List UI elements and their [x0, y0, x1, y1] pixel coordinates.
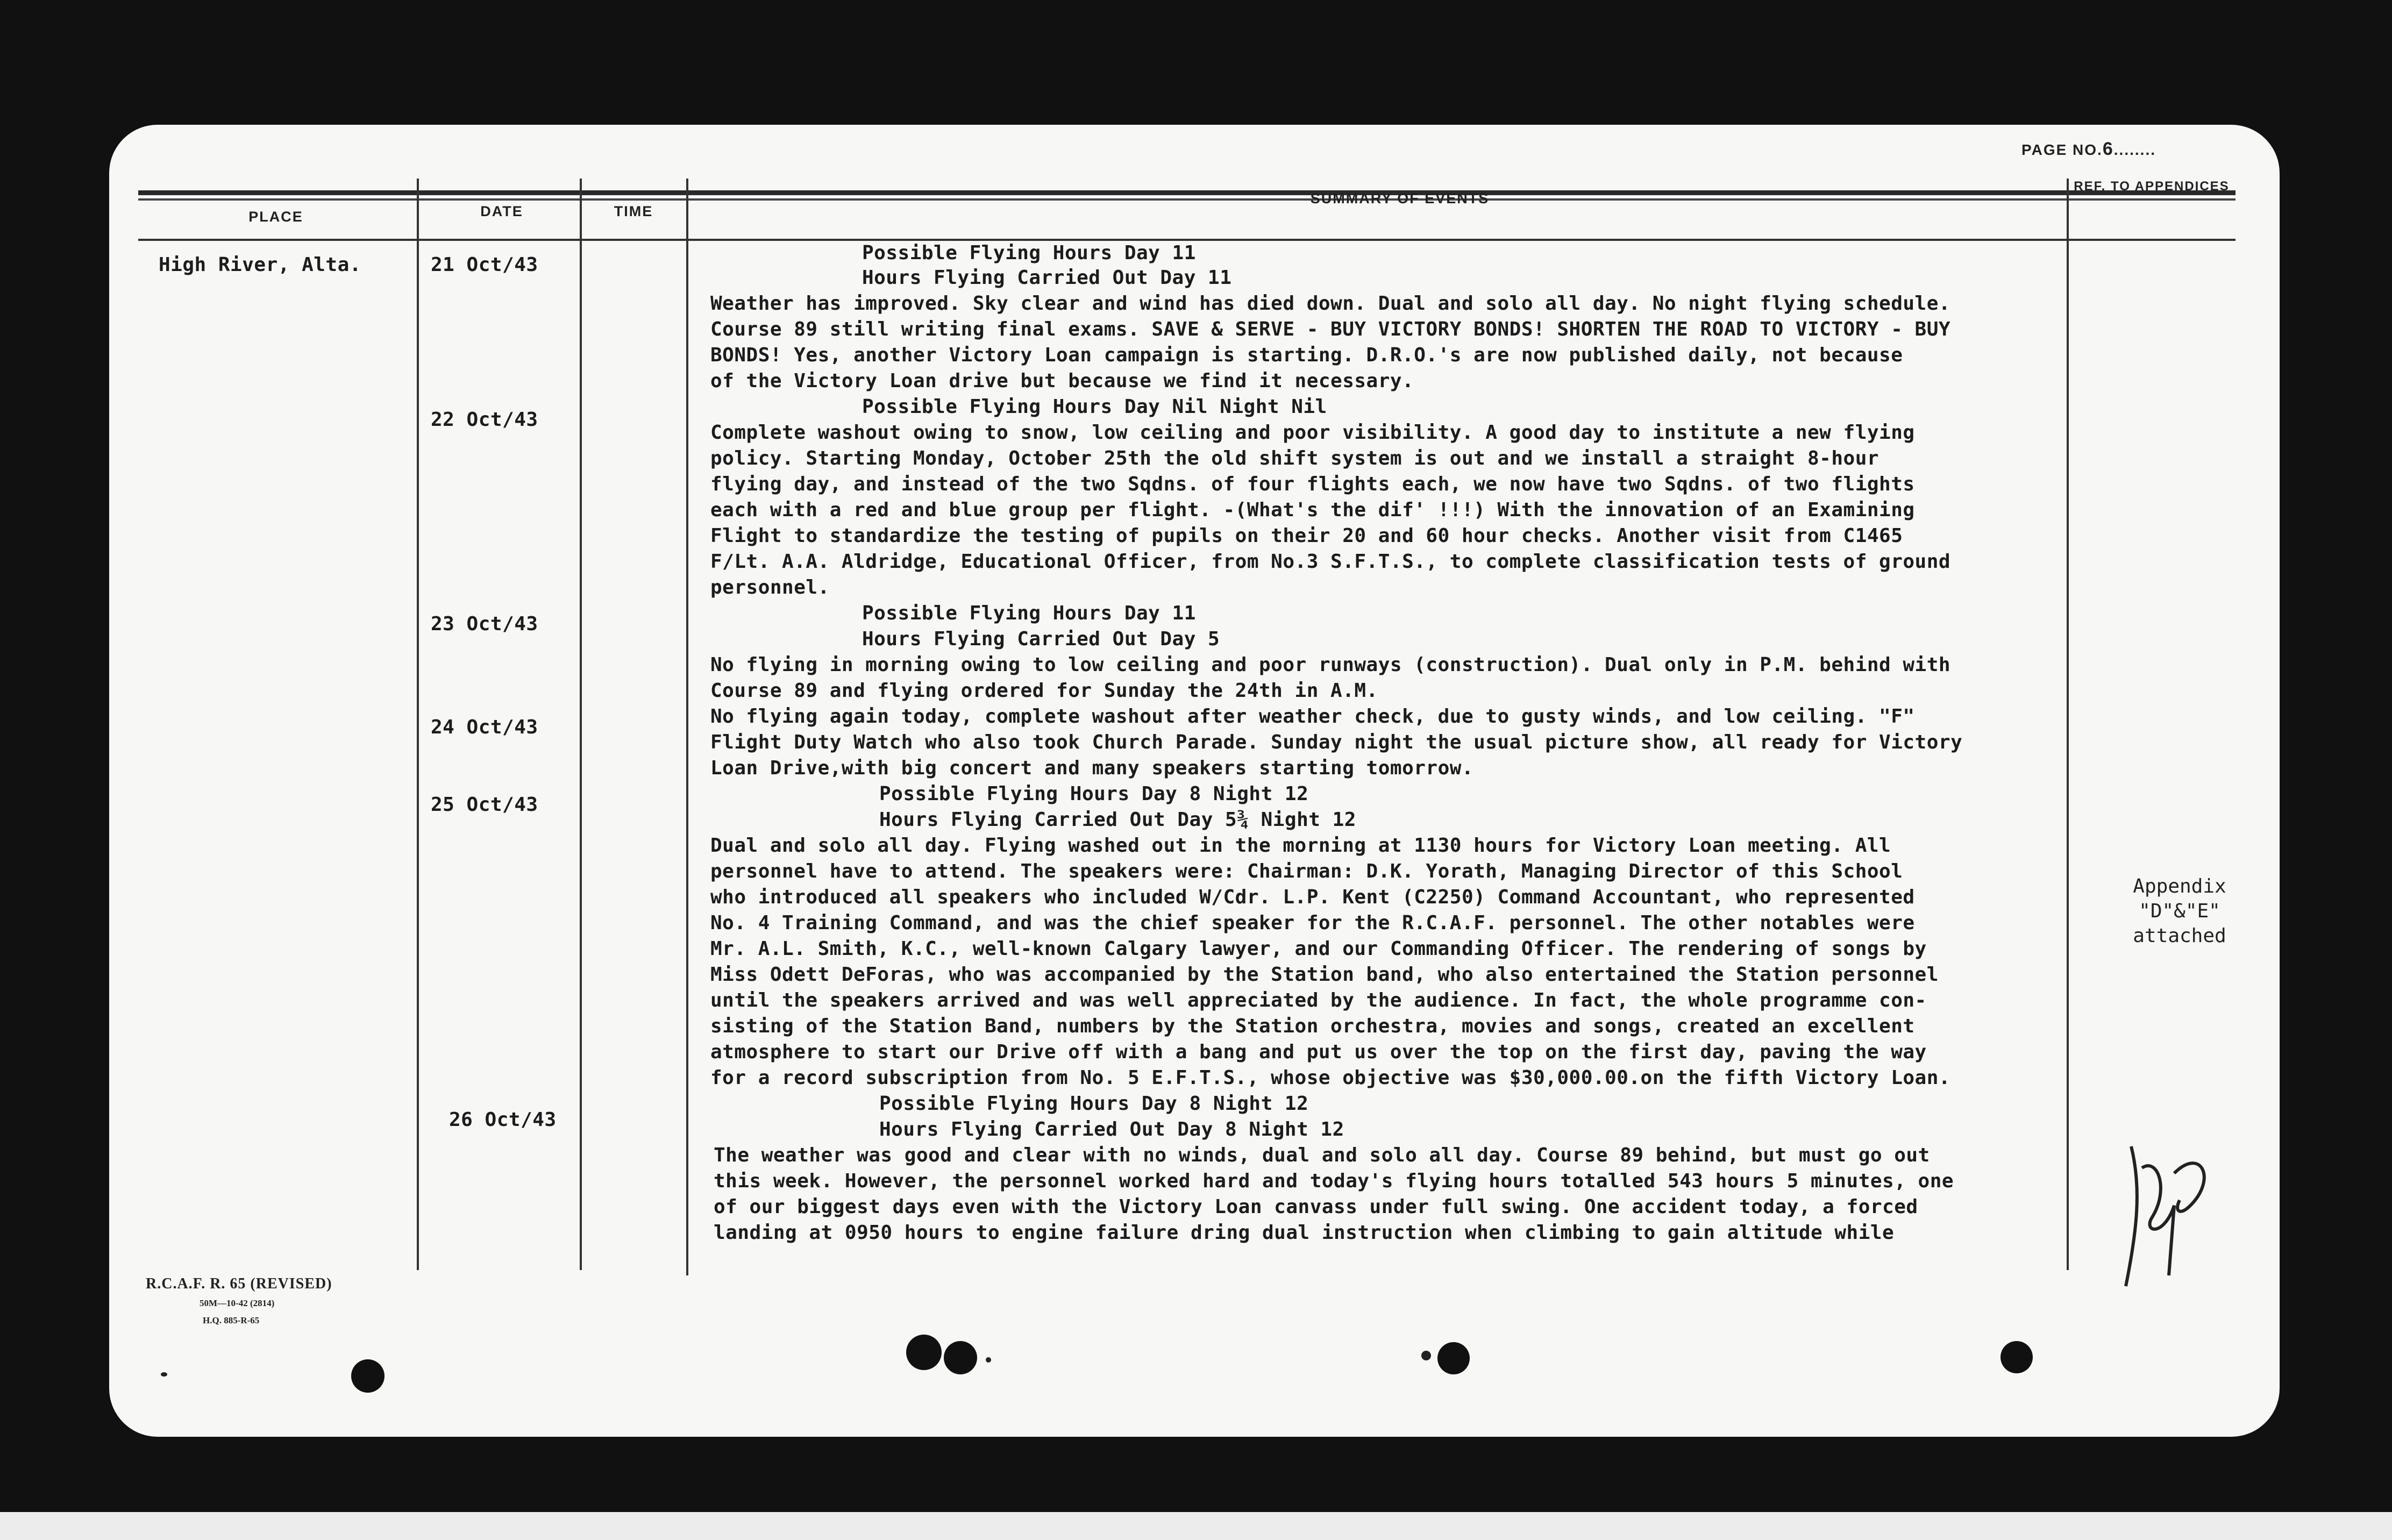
speck	[986, 1357, 991, 1363]
date-entry: 22 Oct/43	[431, 409, 538, 431]
place-entry: High River, Alta.	[159, 254, 361, 276]
header-place: PLACE	[248, 209, 303, 225]
summary-line: for a record subscription from No. 5 E.F.T.S., whose objective was $30,000.00.on the fifth Victory Loan.	[710, 1067, 1951, 1089]
form-reference	[146, 1275, 332, 1329]
summary-line: Complete washout owing to snow, low ceiling and poor visibility. A good day to institute a new flying	[710, 422, 1915, 444]
header-date: DATE	[480, 203, 523, 219]
date-entry: 21 Oct/43	[431, 254, 538, 276]
form-number: R.C.A.F. R. 65 (REVISED)	[146, 1275, 332, 1292]
summary-line: Mr. A.L. Smith, K.C., well-known Calgary lawyer, and our Commanding Officer. The rendering of songs by	[710, 938, 1927, 960]
summary-line: Flight Duty Watch who also took Church Parade. Sunday night the usual picture show, all ready for Victory	[710, 731, 1963, 753]
summary-line: each with a red and blue group per flight. -(What's the dif' !!!) With the innovation of an Examining	[710, 499, 1915, 521]
date-entry: 23 Oct/43	[431, 613, 538, 635]
summary-line: Course 89 and flying ordered for Sunday the 24th in A.M.	[710, 680, 1378, 702]
column-divider-date	[580, 179, 582, 1270]
summary-line: Loan Drive,with big concert and many speakers starting tomorrow.	[710, 757, 1474, 779]
page-number-value: 6	[2102, 139, 2114, 159]
page-number: PAGE NO.6........	[2021, 139, 2156, 159]
date-entry: 26 Oct/43	[449, 1109, 557, 1131]
appendix-note: Appendix	[2133, 875, 2226, 897]
summary-line: of our biggest days even with the Victory Loan canvass under full swing. One accident today, a forced	[714, 1196, 1918, 1218]
speck	[1421, 1351, 1431, 1360]
summary-line: personnel have to attend. The speakers were: Chairman: D.K. Yorath, Managing Director of this School	[710, 860, 1903, 882]
punch-hole	[1437, 1342, 1470, 1374]
page-number-label: PAGE NO.	[2021, 141, 2103, 158]
summary-line: Flight to standardize the testing of pupils on their 20 and 60 hour checks. Another visit from C1465	[710, 525, 1903, 547]
header-time: TIME	[614, 203, 653, 219]
summary-line: this week. However, the personnel worked hard and today's flying hours totalled 543 hours 5 minutes, one	[714, 1170, 1954, 1192]
date-entry: 25 Oct/43	[431, 794, 538, 816]
summary-line: BONDS! Yes, another Victory Loan campaign is starting. D.R.O.'s are now published daily, not because	[710, 344, 1903, 366]
summary-line: Dual and solo all day. Flying washed out in the morning at 1130 hours for Victory Loan meeting. All	[710, 835, 1891, 857]
flying-hours-line: Possible Flying Hours Day 8 Night 12	[879, 783, 1309, 805]
flying-hours-line: Possible Flying Hours Day 11	[862, 242, 1196, 264]
flying-hours-line: Possible Flying Hours Day 11	[862, 602, 1196, 624]
diary-form-page	[109, 125, 2280, 1437]
flying-hours-line: Hours Flying Carried Out Day 5	[862, 628, 1220, 650]
column-divider-place	[417, 179, 419, 1270]
column-divider-summary	[2067, 179, 2069, 1270]
punch-hole	[906, 1335, 942, 1370]
summary-line: F/Lt. A.A. Aldridge, Educational Officer, from No.3 S.F.T.S., to complete classification tests of ground	[710, 551, 1951, 573]
header-summary-of-events: SUMMARY OF EVENTS	[1310, 190, 1490, 206]
flying-hours-line: Hours Flying Carried Out Day 11	[862, 267, 1232, 289]
form-hq-code: H.Q. 885-R-65	[203, 1315, 260, 1325]
summary-line: personnel.	[710, 576, 830, 598]
scan-bottom-strip	[0, 1512, 2392, 1540]
flying-hours-line: Possible Flying Hours Day 8 Night 12	[879, 1093, 1309, 1115]
summary-line: atmosphere to start our Drive off with a bang and put us over the top on the first day, paving the way	[710, 1041, 1927, 1063]
summary-line: of the Victory Loan drive but because we find it necessary.	[710, 370, 1414, 392]
header-ref-to-appendices: REF. TO APPENDICES	[2074, 179, 2230, 194]
summary-line: until the speakers arrived and was well appreciated by the audience. In fact, the whole programme con-	[710, 989, 1927, 1011]
summary-line: No. 4 Training Command, and was the chief speaker for the R.C.A.F. personnel. The other notables were	[710, 912, 1915, 934]
summary-line: No flying in morning owing to low ceiling and poor runways (construction). Dual only in P.M. behind with	[710, 654, 1951, 676]
summary-line: flying day, and instead of the two Sqdns. of four flights each, we now have two Sqdns. of two flights	[710, 473, 1915, 495]
summary-line: Course 89 still writing final exams. SAVE & SERVE - BUY VICTORY BONDS! SHORTEN THE ROAD TO VICTORY - BUY	[710, 318, 1951, 340]
handwritten-initials	[2110, 1125, 2228, 1297]
summary-line: No flying again today, complete washout after weather check, due to gusty winds, and low ceiling. "F"	[710, 705, 1915, 728]
form-print-code: 50M—10-42 (2814)	[200, 1298, 275, 1308]
date-entry: 24 Oct/43	[431, 716, 538, 738]
column-divider-time	[686, 179, 688, 1275]
header-rule	[138, 239, 2236, 241]
summary-line: Weather has improved. Sky clear and wind has died down. Dual and solo all day. No night flying schedule.	[710, 293, 1951, 315]
summary-line: landing at 0950 hours to engine failure dring dual instruction when climbing to gain altitude while	[714, 1222, 1895, 1244]
speck	[161, 1372, 167, 1377]
appendix-note: "D"&"E"	[2139, 900, 2220, 922]
punch-hole	[944, 1341, 977, 1374]
summary-line: sisting of the Station Band, numbers by the Station orchestra, movies and songs, created an excellent	[710, 1015, 1915, 1037]
summary-line: The weather was good and clear with no winds, dual and solo all day. Course 89 behind, but must go out	[714, 1144, 1930, 1166]
punch-hole	[351, 1359, 385, 1393]
summary-line: who introduced all speakers who included W/Cdr. L.P. Kent (C2250) Command Accountant, who represented	[710, 886, 1915, 908]
summary-line: policy. Starting Monday, October 25th the old shift system is out and we install a straight 8-hour	[710, 447, 1880, 469]
appendix-note: attached	[2133, 925, 2226, 947]
punch-hole	[2001, 1341, 2033, 1373]
flying-hours-line: Possible Flying Hours Day Nil Night Nil	[862, 396, 1327, 418]
summary-line: Miss Odett DeForas, who was accompanied by the Station band, who also entertained the Station personnel	[710, 964, 1939, 986]
flying-hours-line: Hours Flying Carried Out Day 5¾ Night 12	[879, 809, 1356, 831]
flying-hours-line: Hours Flying Carried Out Day 8 Night 12	[879, 1118, 1344, 1140]
